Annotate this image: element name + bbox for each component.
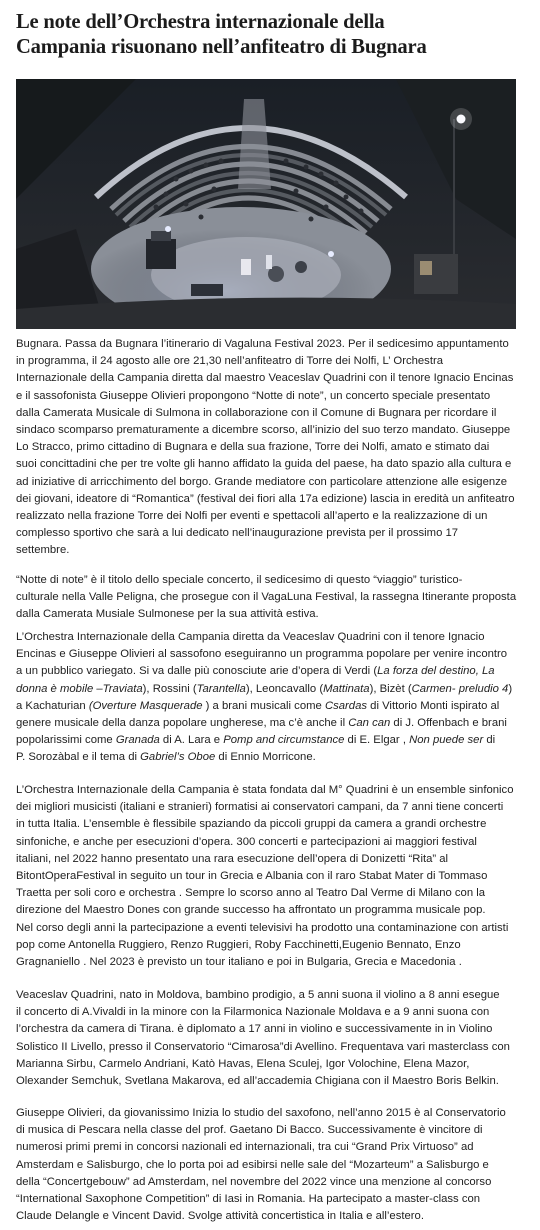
text-run: ), Bizèt ( [369, 682, 412, 695]
paragraph-olivieri-bio [16, 1105, 506, 1225]
text-line: Lo Stracco, primo cittadino di Bugnara e della sua frazione, Torre dei Nolfi, amato e stimato dai [16, 441, 490, 454]
text-line: direzione del Maestro Dones con grande successo ha affrontato un programma musicale pop. [16, 904, 486, 917]
article-headline [16, 10, 526, 60]
text-run: di E. Elgar , [344, 734, 410, 747]
work-title: Tarantella [196, 682, 246, 695]
headline-line-1: Le note dell’Orchestra internazionale della [16, 11, 385, 33]
text-line: settembre. [16, 544, 70, 557]
work-title: donna è mobile –Traviata [16, 682, 143, 695]
text-line: Gragnaniello . Nel 2023 è previsto un tour italiano e poi in Bulgaria, Grecia e Macedonia . [16, 956, 462, 969]
text-run: a un pubblico variegato. Si va dalle più conosciute arie d’opera di Verdi ( [16, 665, 378, 678]
text-line: “Notte di note” è il titolo dello speciale concerto, il sedicesimo di questo “viaggio” turistico- [16, 574, 463, 586]
work-title: Mattinata [323, 682, 370, 695]
text-line: il concerto di A.Vivaldi in la minore con la Filarmonica Nazionale Moldava e a 9 anni suona con [16, 1006, 490, 1019]
text-run: genere musicale della danza popolare ungherese, ma c’è anche il [16, 717, 349, 730]
text-line: suoi concittadini che per tre volte gli hanno affidato la guida del paese, ha dato spazio alla cultura e [16, 458, 512, 471]
text-line: Claude Delangle e Vincent David. Svolge attività concertistica in Italia e all’estero. [16, 1210, 424, 1223]
text-line [16, 749, 512, 766]
text-line: di musica di Pescara nella classe del prof. Gaetano Di Bacco. Successivamente è vincitore di [16, 1124, 483, 1137]
work-title: Can can [348, 717, 391, 730]
text-run: popolarissimi come [16, 734, 116, 747]
text-line: realizzato nella frazione Torre dei Nolfi per eventi e spettacoli all’aperto e la realizzazione di un [16, 510, 488, 523]
paragraph-quadrini-bio [16, 987, 510, 1090]
text-line: e il sassofonista Giuseppe Olivieri propongono “Notte di note”, un concerto speciale presentato [16, 389, 491, 402]
work-title: Gabriel’s Oboe [140, 751, 216, 764]
text-line [16, 663, 512, 680]
paragraph-programme [16, 629, 512, 767]
work-title: Carmen- preludio 4 [411, 682, 509, 695]
text-line: L’Orchestra Internazionale della Campania è stata fondata dal M° Quadrini è un ensemble sinfonico [16, 784, 514, 796]
text-line: dei migliori musicisti (italiani e stranieri) formatisi ai conservatori campani, da 7 anni tiene concerti [16, 801, 504, 814]
text-line [16, 681, 512, 698]
text-line: ad iniziative di arricchimento del borgo. Grande mediatore con particolare attenzione alle esigenze [16, 475, 508, 488]
text-line: numerosi primi premi in concorsi nazionali ed internazionali, tra cui “Grand Prix Virtuoso” ad [16, 1141, 474, 1154]
text-line: in programma, il 24 agosto alle ore 21,30 nell’anfiteatro di Torre dei Nolfi, L’ Orchestra [16, 355, 443, 368]
text-line: Olexander Semchuk, Svetlana Makarova, ed all’accademia Chigiana con il Maestro Boris Belkin. [16, 1075, 499, 1088]
text-line: l’orchestra da camera di Tirana. è diplomato a 17 anni in violino e successivamente in in Violino [16, 1023, 493, 1036]
work-title: Granada [115, 734, 160, 747]
text-line: Traetta per soli coro e orchestra . Sempre lo scorso anno al Teatro Dal Verme di Milano con la [16, 887, 486, 900]
text-line: dalla Camerata Musiale Sulmonese per la sua attività estiva. [16, 608, 319, 621]
text-line: italiani, nel 2022 hanno presentato una rara esecuzione dell’opera di Donizetti “Rita” al [16, 852, 449, 865]
text-run: ), Rossini ( [142, 682, 197, 695]
text-line: sindaco scomparso prematuramente a dicembre scorso, all’inizio del suo terzo mandato. Giuseppe [16, 424, 511, 437]
paragraph-intro [16, 336, 515, 560]
text-line: Marianna Sirbu, Carmelo Andriani, Katò Havas, Elena Sculej, Igor Volochine, Elena Mazor, [16, 1057, 470, 1070]
work-title: La forza del destino, La [377, 665, 495, 678]
text-line: Bugnara. Passa da Bugnara l’itinerario di Vagaluna Festival 2023. Per il sedicesimo appuntamento [16, 338, 509, 350]
text-line: in tutta Italia. L’ensemble è flessibile spaziando da piccoli gruppi da camera a grandi orchestre [16, 818, 487, 831]
text-run: P. Sorozàbal e il tema di [16, 751, 141, 764]
text-line: complesso sportivo che sarà a lui dedicato nell’inaugurazione prevista per il prossimo 17 [16, 527, 459, 540]
text-line: L’Orchestra Internazionale della Campania diretta da Veaceslav Quadrini con il tenore Ignacio [16, 631, 485, 643]
paragraph-notte-di-note [16, 572, 516, 624]
text-line: Encinas e Giuseppe Olivieri al sassofono eseguiranno un programma popolare per venire incontro [16, 648, 508, 661]
text-run: di Vittorio Monti ispirato al [367, 699, 500, 712]
text-run: di J. Offenbach e brani [390, 717, 507, 730]
text-run: di [483, 734, 496, 747]
text-run: ) a brani musicali come [202, 699, 325, 712]
concert-photo-illustration [16, 79, 516, 329]
text-line: Solistico II Livello, presso il Conservatorio “Cimarosa”di Avellino. Frequentava vari masterclass con [16, 1040, 510, 1053]
text-line: Amsterdam e Salisburgo, che lo porta poi ad esibirsi nelle sale del “Mozarteum” a Salisburgo e [16, 1158, 489, 1171]
text-run: a Kachaturian [16, 699, 89, 712]
text-line: “International Saxophone Competition” di Iasi in Romania. Ha partecipato a master-class con [16, 1193, 481, 1206]
text-line: culturale nella Valle Peligna, che prosegue con il VagaLuna Festival, la rassegna Itinerante proposta [16, 591, 517, 604]
text-run: ), Leoncavallo ( [245, 682, 324, 695]
text-line: Veaceslav Quadrini, nato in Moldova, bambino prodigio, a 5 anni suona il violino a 8 anni esegue [16, 989, 500, 1001]
text-line: Internazionale della Campania diretta dal maestro Veaceslav Quadrini con il tenore Ignacio Encinas [16, 372, 514, 385]
text-line: sinfoniche, e anche per esecuzioni d’opera. 300 concerti e partecipazioni ai maggiori festival [16, 835, 477, 848]
text-line: della “Concertgebouw” ad Amsterdam, nel novembre del 2022 vince una menzione al concorso [16, 1175, 492, 1188]
work-title: Pomp and circumstance [223, 734, 345, 747]
amphitheatre-night-photo [16, 79, 516, 329]
text-line [16, 732, 512, 749]
text-line: Giuseppe Olivieri, da giovanissimo Inizia lo studio del saxofono, nell’anno 2015 è al Conservatorio [16, 1107, 506, 1119]
work-title: Non puede ser [409, 734, 484, 747]
text-line: Nel corso degli anni la partecipazione a eventi televisivi ha prodotto una contaminazione con artisti [16, 921, 509, 934]
work-title: Csardas [324, 699, 368, 712]
paragraph-orchestra [16, 782, 513, 971]
work-title: (Overture Masquerade [88, 699, 203, 712]
text-line: pop come Antonella Ruggiero, Renzo Ruggieri, Roby Facchinetti,Eugenio Bennato, Enzo [16, 938, 461, 951]
text-run: di A. Lara e [159, 734, 224, 747]
text-run: ) [508, 682, 513, 695]
headline-line-2: Campania risuonano nell’anfiteatro di Bugnara [16, 36, 427, 58]
text-line [16, 698, 512, 715]
text-run: di Ennio Morricone. [215, 751, 316, 764]
text-line [16, 715, 512, 732]
text-line: dei giovani, ideatore di “Romantica” (festival dei fiori alla 17a edizione) lascia in eredità un anfiteatro [16, 492, 515, 505]
text-line: dalla Camerata Musicale di Sulmona in collaborazione con il Comune di Bugnara per ricordare il [16, 406, 497, 419]
text-line: BitontOperaFestival in seguito un tour in Grecia e Albania con il raro Stabat Mater di Tommaso [16, 870, 488, 883]
